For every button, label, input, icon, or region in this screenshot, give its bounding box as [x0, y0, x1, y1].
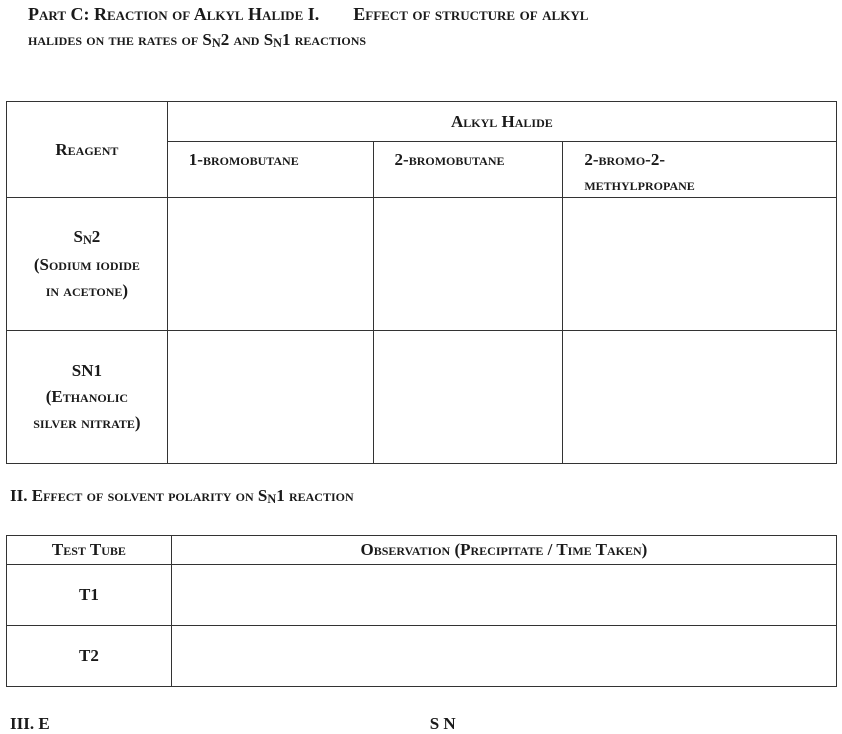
table-row	[7, 331, 837, 464]
table-row	[7, 565, 837, 626]
test-tube-label: T2	[7, 626, 172, 687]
section-3-title-partial: III. E S N	[10, 714, 456, 733]
page-heading	[28, 2, 808, 56]
observation-cell[interactable]	[373, 198, 563, 331]
column-header-1-bromobutane: 1-bromobutane	[167, 142, 373, 198]
alkyl-halide-table	[6, 101, 837, 464]
column-header-2-bromo-2-methylpropane: 2-bromo-2- methylpropane	[563, 142, 837, 198]
test-tube-header: Test Tube	[7, 536, 172, 565]
part-label: Part C:	[28, 4, 90, 24]
column-header-2-bromobutane: 2-bromobutane	[373, 142, 563, 198]
reagent-cell-sn1: SN1 (Ethanolic silver nitrate)	[7, 331, 168, 464]
reagent-cell-sn2: SN2 (Sodium iodide in acetone)	[7, 198, 168, 331]
observation-cell[interactable]	[171, 565, 836, 626]
test-tube-label: T1	[7, 565, 172, 626]
observation-cell[interactable]	[563, 198, 837, 331]
part-title: Reaction of Alkyl Halide I.	[93, 4, 320, 24]
table-row	[7, 626, 837, 687]
part-subtitle-1: Effect of structure of alkyl	[353, 4, 589, 24]
observation-cell[interactable]	[373, 331, 563, 464]
observation-cell[interactable]	[171, 626, 836, 687]
section-2-title: II. Effect of solvent polarity on SN1 reaction	[10, 486, 354, 506]
alkyl-halide-header: Alkyl Halide	[167, 102, 836, 142]
observation-cell[interactable]	[167, 331, 373, 464]
solvent-polarity-table	[6, 535, 837, 687]
heading-line-2: halides on the rates of SN2 and SN1 reactions	[28, 30, 367, 50]
observation-cell[interactable]	[167, 198, 373, 331]
observation-cell[interactable]	[563, 331, 837, 464]
reagent-header: Reagent	[7, 102, 168, 198]
heading-line-1	[28, 2, 808, 27]
observation-header: Observation (Precipitate / Time Taken)	[171, 536, 836, 565]
table-row	[7, 198, 837, 331]
